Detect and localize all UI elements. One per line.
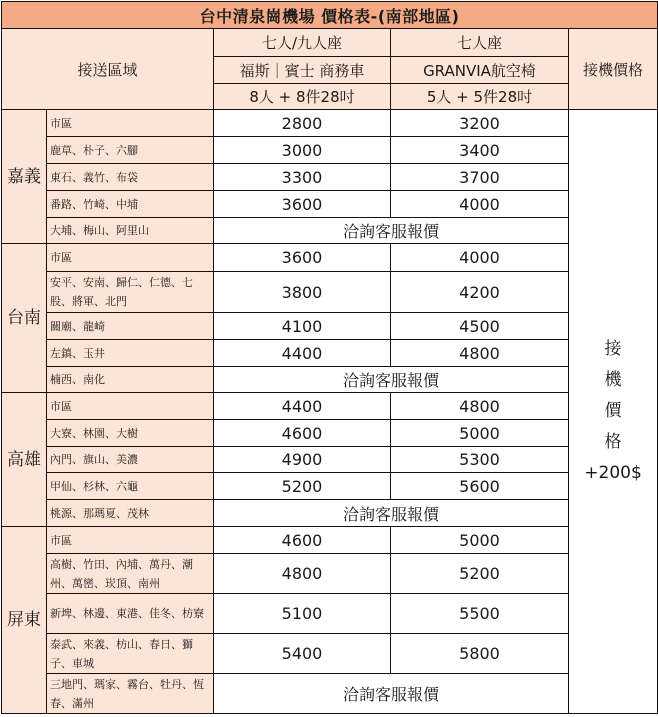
area-cell: 關廟、龍崎 [47, 313, 214, 340]
region-chiayi: 嘉義 [2, 110, 47, 244]
pickup-surcharge: +200$ [584, 463, 642, 483]
pickup-note-line: 格 [604, 432, 622, 452]
price1-cell: 4400 [214, 340, 391, 367]
price2-cell: 5500 [391, 594, 569, 634]
price2-cell: 4500 [391, 313, 569, 340]
price1-cell: 5200 [214, 473, 391, 500]
region-kaohsiung: 高雄 [2, 393, 47, 527]
area-cell: 左鎮、玉井 [47, 340, 214, 367]
area-cell: 泰武、來義、枋山、春日、獅子、車城 [47, 634, 214, 674]
col2-capacity-header: 5人 + 5件28吋 [391, 84, 569, 110]
area-cell: 三地門、瑪家、霧台、牡丹、恆春、滿州 [47, 674, 214, 714]
price2-cell: 5000 [391, 527, 569, 554]
col2-seat-header: 七人座 [391, 29, 569, 57]
price2-cell: 5800 [391, 634, 569, 674]
area-cell: 大寮、林園、大樹 [47, 420, 214, 447]
area-cell: 甲仙、杉林、六龜 [47, 473, 214, 500]
table-title: 台中清泉崗機場 價格表-(南部地區) [2, 2, 658, 29]
inquire-cell: 洽詢客服報價 [214, 218, 569, 244]
price1-cell: 4600 [214, 527, 391, 554]
price2-cell: 4800 [391, 393, 569, 420]
price1-cell: 5400 [214, 634, 391, 674]
col2-model-header: GRANVIA航空椅 [391, 57, 569, 84]
price1-cell: 4400 [214, 393, 391, 420]
area-header: 接送區域 [2, 29, 214, 110]
price2-cell: 3200 [391, 110, 569, 137]
area-cell: 內門、旗山、美濃 [47, 447, 214, 473]
region-tainan: 台南 [2, 244, 47, 393]
price1-cell: 4800 [214, 554, 391, 594]
price1-cell: 2800 [214, 110, 391, 137]
area-cell: 市區 [47, 393, 214, 420]
area-cell: 鹿草、朴子、六腳 [47, 137, 214, 164]
area-cell: 高樹、竹田、內埔、萬丹、潮州、萬巒、崁頂、南州 [47, 554, 214, 594]
area-cell: 市區 [47, 244, 214, 272]
price2-cell: 4800 [391, 340, 569, 367]
pickup-note-line: 價 [604, 401, 622, 421]
inquire-cell: 洽詢客服報價 [214, 500, 569, 527]
pickup-note-line: 機 [604, 370, 622, 390]
inquire-cell: 洽詢客服報價 [214, 674, 569, 714]
pickup-header: 接機價格 [569, 29, 658, 110]
price2-cell: 5600 [391, 473, 569, 500]
region-pingtung: 屏東 [2, 527, 47, 714]
area-cell: 番路、竹崎、中埔 [47, 191, 214, 218]
price2-cell: 3700 [391, 164, 569, 191]
price1-cell: 3600 [214, 191, 391, 218]
inquire-cell: 洽詢客服報價 [214, 367, 569, 393]
area-cell: 大埔、梅山、阿里山 [47, 218, 214, 244]
area-cell: 東石、義竹、布袋 [47, 164, 214, 191]
area-cell: 楠西、南化 [47, 367, 214, 393]
price2-cell: 4200 [391, 272, 569, 313]
area-cell: 安平、安南、歸仁、仁德、七股、將軍、北門 [47, 272, 214, 313]
price1-cell: 5100 [214, 594, 391, 634]
pickup-note-line: 接 [604, 339, 622, 359]
price1-cell: 4600 [214, 420, 391, 447]
price2-cell: 4000 [391, 244, 569, 272]
col1-model-header: 福斯｜賓士 商務車 [214, 57, 391, 84]
price1-cell: 4100 [214, 313, 391, 340]
price-table [1, 1, 658, 714]
area-cell: 桃源、那瑪夏、茂林 [47, 500, 214, 527]
pickup-note [569, 110, 658, 714]
area-cell: 市區 [47, 527, 214, 554]
price1-cell: 3000 [214, 137, 391, 164]
price1-cell: 3800 [214, 272, 391, 313]
price2-cell: 5300 [391, 447, 569, 473]
col1-capacity-header: 8人 + 8件28吋 [214, 84, 391, 110]
price2-cell: 5200 [391, 554, 569, 594]
area-cell: 市區 [47, 110, 214, 137]
col1-seat-header: 七人/九人座 [214, 29, 391, 57]
price1-cell: 3300 [214, 164, 391, 191]
price1-cell: 3600 [214, 244, 391, 272]
area-cell: 新埤、林邊、東港、佳冬、枋寮 [47, 594, 214, 634]
price2-cell: 5000 [391, 420, 569, 447]
price2-cell: 3400 [391, 137, 569, 164]
price2-cell: 4000 [391, 191, 569, 218]
price1-cell: 4900 [214, 447, 391, 473]
